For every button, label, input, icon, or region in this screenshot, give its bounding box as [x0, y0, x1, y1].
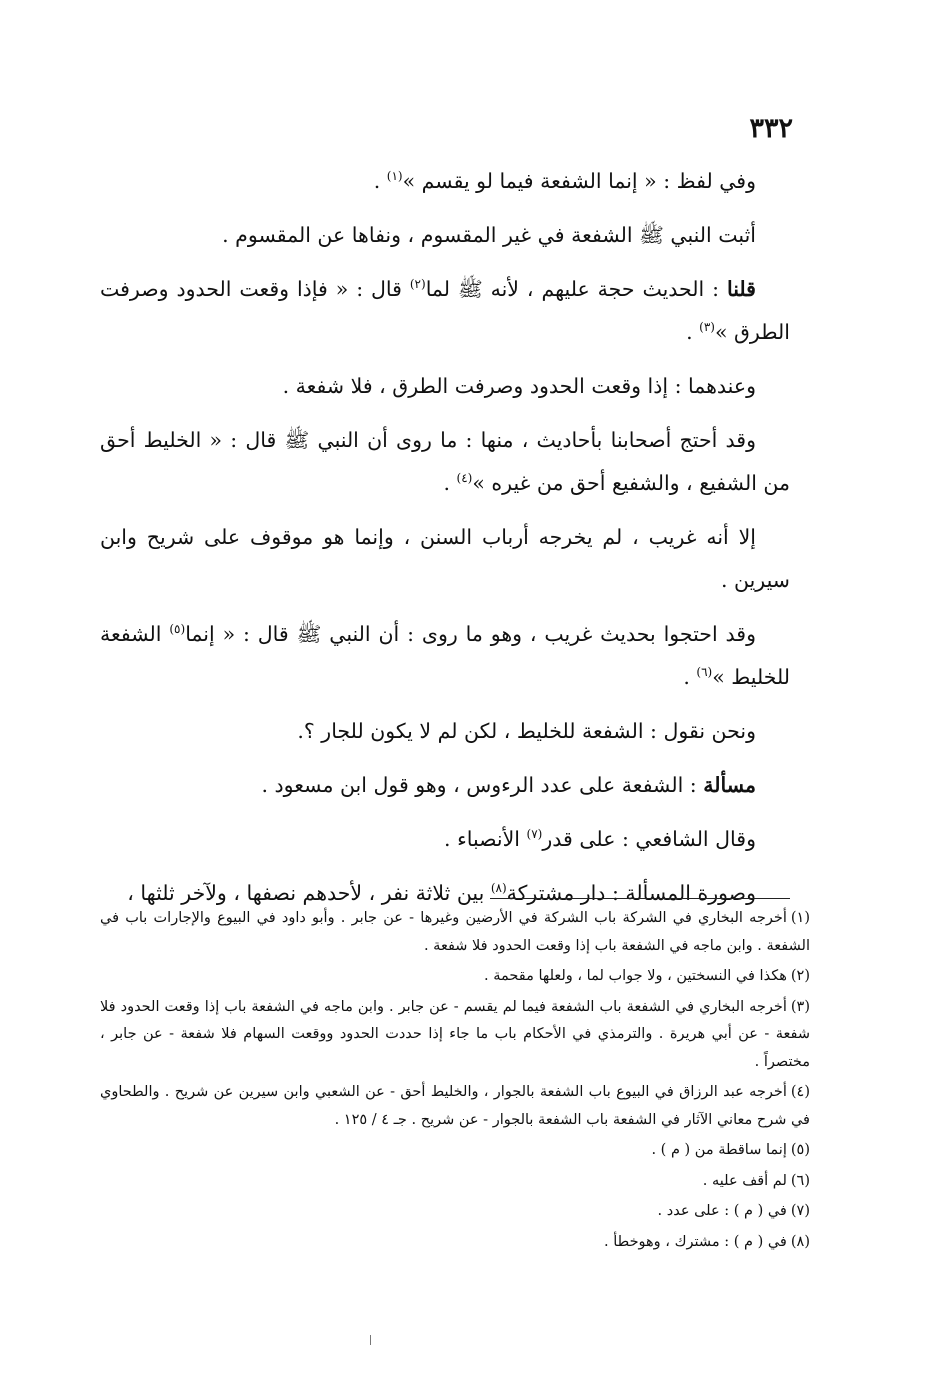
paragraph: وفي لفظ : « إنما الشفعة فيما لو يقسم »$^{(١)}$ . — [373, 169, 756, 193]
page-number: ٣٣٢ — [749, 113, 793, 144]
footnote: (٨)في ( م ) : مشترك ، وهوخطأ . — [604, 1233, 810, 1250]
main-text — [100, 160, 790, 926]
paragraph: ونحن نقول : الشفعة للخليط ، لكن لم لا يكون للجار ؟. — [297, 719, 756, 743]
paragraph: أثبت النبي ﷺ الشفعة في غير المقسوم ، ونفاها عن المقسوم . — [222, 223, 756, 247]
paragraph: مسألة : الشفعة على عدد الرءوس ، وهو قول ابن مسعود . — [261, 773, 756, 797]
paragraph: إلا أنه غريب ، لم يخرجه أرباب السنن ، وإنما هو موقوف على شريح وابن سيرين . — [100, 525, 790, 592]
footnote: (٤)أخرجه عبد الرزاق في البيوع باب الشفعة بالجوار ، والخليط أحق - عن الشعبي وابن سيرين عن شريح . والطحاوي في شرح معاني الآثار في الشفعة باب الشفعة بالجوار - عن شريح . جـ ٤ / ١٢٥ . — [100, 1084, 810, 1128]
footnote: (٧)في ( م ) : على عدد . — [657, 1203, 810, 1219]
footnote: (١)أخرجه البخاري في الشركة باب الشركة في الأرضين وغيرها - عن جابر . وأبو داود في البيوع والإجارات باب في الشفعة . وابن ماجه في الشفعة باب إذا وقعت الحدود فلا شفعة . — [100, 910, 810, 954]
footnote: (٦)لم أقف عليه . — [702, 1172, 810, 1189]
paragraph: وقال الشافعي : على قدر$^{(٧)}$ الأنصباء . — [444, 827, 756, 851]
footnote: (٢)هكذا في النسختين ، ولا جواب لما ، ولعلها مقحمة . — [484, 968, 810, 984]
paragraph: قلنا : الحديث حجة عليهم ، لأنه ﷺ لما$^{(٢)}$ قال : « فإذا وقعت الحدود وصرفت الطرق »$^{(٣)}$ . — [100, 277, 790, 344]
footnote: (٥)إنما ساقطة من ( م ) . — [651, 1142, 810, 1158]
footnote: (٣)أخرجه البخاري في الشفعة باب الشفعة فيما لم يقسم - عن جابر . وابن ماجه في الشفعة باب إذا وقعت الحدود فلا شفعة - عن أبي هريرة . والترمذي في الأحكام باب ما جاء إذا حددت الحدود ووقعت السهام فلا شفعة - عن جابر ، مختصراً . — [100, 998, 810, 1070]
paragraph: وعندهما : إذا وقعت الحدود وصرفت الطرق ، فلا شفعة . — [282, 374, 756, 398]
paragraph: وقد أحتج أصحابنا بأحاديث ، منها : ما روى أن النبي ﷺ قال : « الخليط أحق من الشفيع ، والشفيع أحق من غيره »$^{(٤)}$ . — [100, 428, 790, 495]
footnote-separator — [490, 898, 790, 899]
scan-mark — [370, 1335, 371, 1345]
paragraph: وصورة المسألة : دار مشتركة$^{(٨)}$ بين ثلاثة نفر ، لأحدهم نصفها ، ولآخر ثلثها ، — [127, 881, 756, 905]
footnotes — [100, 905, 810, 1259]
paragraph: وقد احتجوا بحديث غريب ، وهو ما روى : أن النبي ﷺ قال : « إنما$^{(٥)}$ الشفعة للخليط »$^{(٦)}$ . — [100, 622, 790, 689]
